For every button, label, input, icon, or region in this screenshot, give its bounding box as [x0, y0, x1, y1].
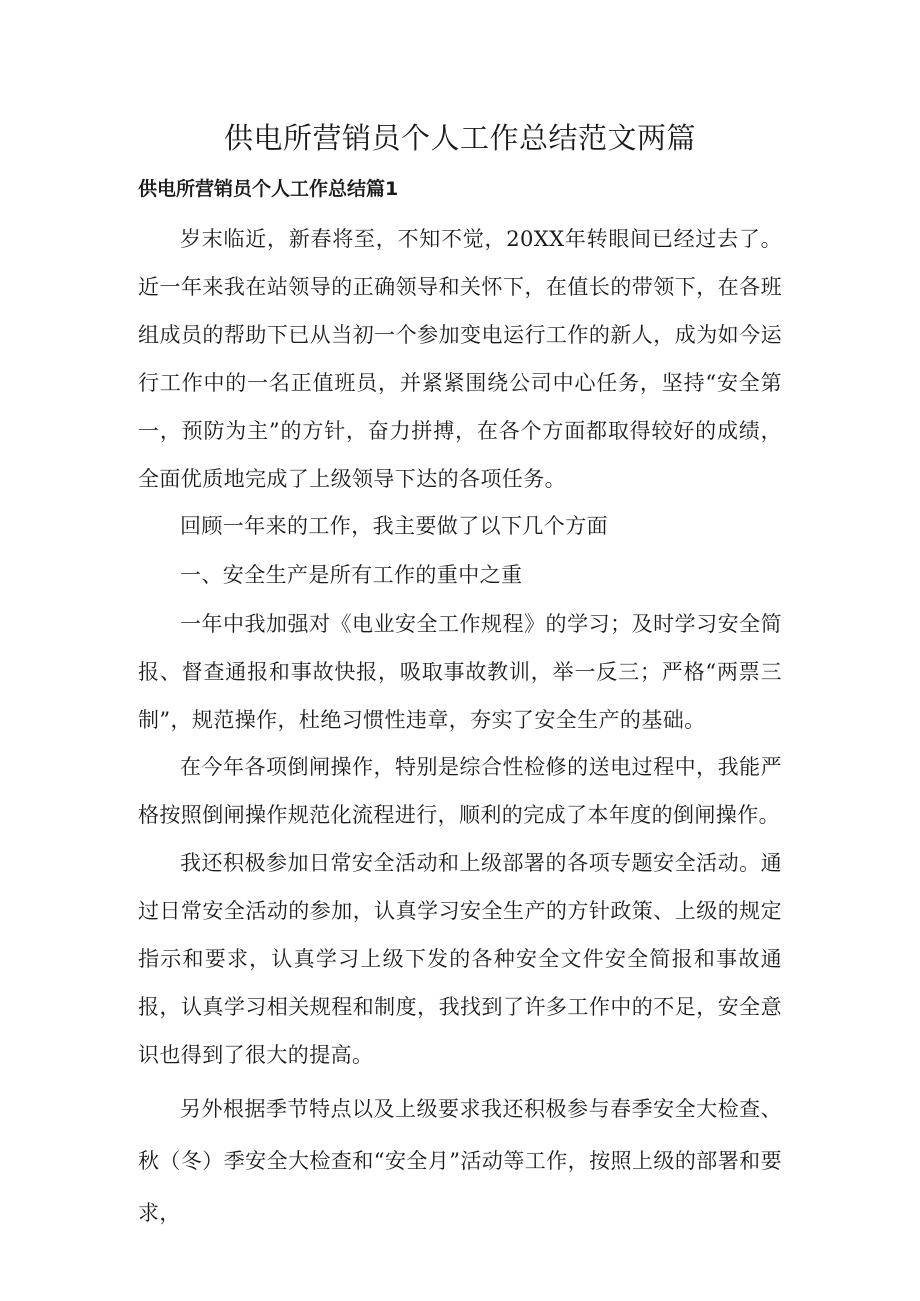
paragraph-regulations: 一年中我加强对《电业安全工作规程》的学习；及时学习安全简报、督查通报和事故快报，吸取事故教训，举一反三；严格“两票三制”，规范操作，杜绝习惯性违章，夯实了安全生产的基础。: [138, 612, 782, 732]
paragraph-intro: 岁末临近，新春将至，不知不觉，20XX年转眼间已经过去了。近一年来我在站领导的正确领导和关怀下，在值长的带领下，在各班组成员的帮助下已从当初一个参加变电运行工作的新人，成为如今运行工作中的一名正值班员，并紧紧围绕公司中心任务，坚持“安全第一，预防为主”的方针，奋力拼搏，在各个方面都取得较好的成绩，全面优质地完成了上级领导下达的各项任务。: [138, 227, 782, 491]
paragraph-switching: 在今年各项倒闸操作，特别是综合性检修的送电过程中，我能严格按照倒闸操作规范化流程进行，顺利的完成了本年度的倒闸操作。: [138, 755, 782, 827]
paragraph-review: 回顾一年来的工作，我主要做了以下几个方面: [180, 514, 608, 538]
paragraph-activities: 我还积极参加日常安全活动和上级部署的各项专题安全活动。通过日常安全活动的参加，认真学习安全生产的方针政策、上级的规定指示和要求，认真学习上级下发的各种安全文件安全简报和事故通报，认真学习相关规程和制度，我找到了许多工作中的不足，安全意识也得到了很大的提高。: [138, 851, 782, 1067]
paragraph-seasonal: 另外根据季节特点以及上级要求我还积极参与春季安全大检查、秋（冬）季安全大检查和“安全月”活动等工作，按照上级的部署和要求，: [138, 1097, 782, 1225]
document-title: 供电所营销员个人工作总结范文两篇: [223, 121, 696, 155]
section-heading: 供电所营销员个人工作总结篇1: [138, 178, 399, 200]
paragraph-safety-heading: 一、安全生产是所有工作的重中之重: [180, 563, 523, 587]
